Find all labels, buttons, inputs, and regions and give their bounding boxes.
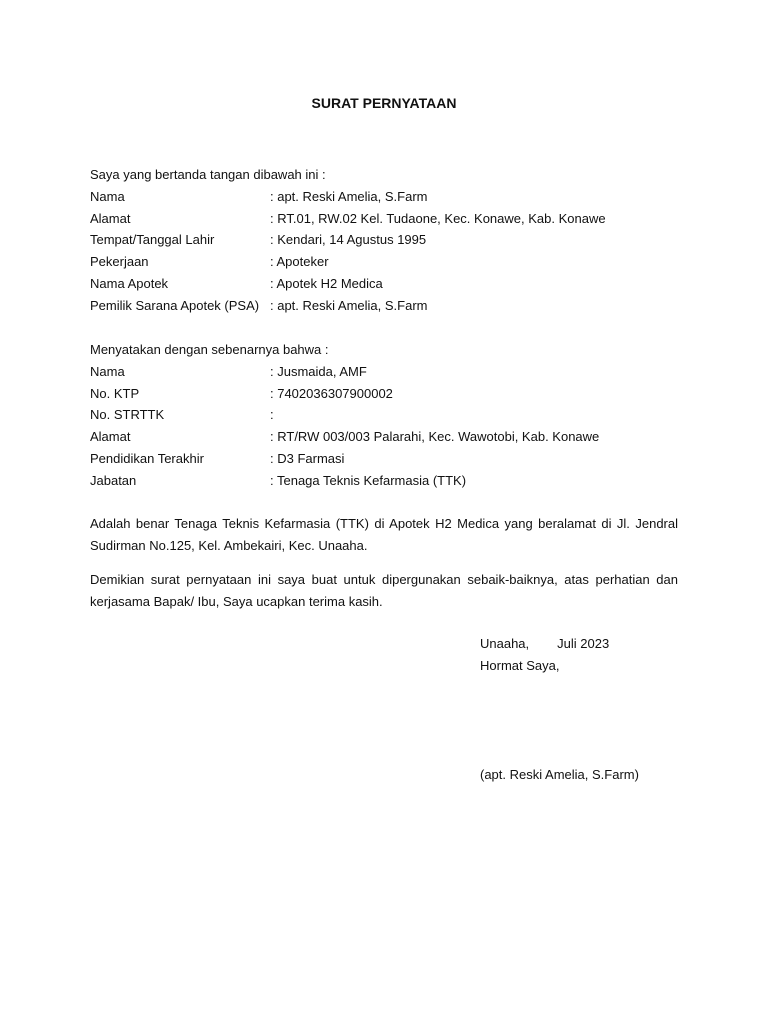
field-value: : apt. Reski Amelia, S.Farm bbox=[270, 188, 428, 204]
signature-place: Unaaha, bbox=[480, 636, 530, 651]
field-label: Alamat bbox=[90, 210, 131, 226]
field-label: Pemilik Sarana Apotek (PSA) bbox=[90, 297, 260, 313]
field-value: : 7402036307900002 bbox=[270, 385, 393, 401]
signer-field-row bbox=[90, 295, 680, 317]
field-value: : Jusmaida, AMF bbox=[270, 363, 367, 379]
document-title: SURAT PERNYATAAN bbox=[311, 95, 457, 111]
field-label: Nama bbox=[90, 363, 125, 379]
signer-field-row bbox=[90, 208, 680, 230]
signer-name: (apt. Reski Amelia, S.Farm) bbox=[480, 767, 639, 782]
subject-field-row bbox=[90, 383, 680, 405]
field-label: Alamat bbox=[90, 429, 131, 445]
field-value: : Apoteker bbox=[270, 254, 329, 270]
field-label: Tempat/Tanggal Lahir bbox=[90, 232, 215, 248]
field-label: Pendidikan Terakhir bbox=[90, 450, 204, 466]
intro-text: Saya yang bertanda tangan dibawah ini : bbox=[90, 167, 326, 182]
closing-paragraph: Demikian surat pernyataan ini saya buat untuk dipergunakan sebaik-baiknya, atas perhatian dan kerjasama Bapak/ Ibu, Saya ucapkan terima kasih. bbox=[90, 572, 678, 609]
signature-date: Juli 2023 bbox=[557, 636, 610, 651]
field-value: : Kendari, 14 Agustus 1995 bbox=[270, 232, 427, 248]
signature-closing: Hormat Saya, bbox=[480, 658, 560, 673]
signer-field-row bbox=[90, 251, 680, 273]
subject-field-row bbox=[90, 426, 680, 448]
field-value: : bbox=[270, 407, 274, 423]
field-value: : RT.01, RW.02 Kel. Tudaone, Kec. Konawe, Kab. Konawe bbox=[270, 210, 606, 226]
statement-paragraph: Adalah benar Tenaga Teknis Kefarmasia (TTK) di Apotek H2 Medica yang beralamat di Jl. Jendral Sudirman No.125, Kel. Ambekairi, Kec. Unaaha. bbox=[90, 516, 678, 553]
signature-block bbox=[480, 633, 609, 677]
subject-section bbox=[90, 339, 680, 492]
field-value: : D3 Farmasi bbox=[270, 450, 345, 466]
signer-section bbox=[90, 164, 680, 317]
field-label: Jabatan bbox=[90, 472, 137, 488]
signer-field-row bbox=[90, 229, 680, 251]
signer-field-row bbox=[90, 186, 680, 208]
field-value: : Tenaga Teknis Kefarmasia (TTK) bbox=[270, 472, 467, 488]
subject-field-row bbox=[90, 404, 680, 426]
field-label: No. STRTTK bbox=[90, 407, 165, 423]
subject-field-row bbox=[90, 470, 680, 492]
subject-field-row bbox=[90, 361, 680, 383]
field-label: Nama Apotek bbox=[90, 275, 169, 291]
statement-intro-text: Menyatakan dengan sebenarnya bahwa : bbox=[90, 342, 329, 357]
field-value: : apt. Reski Amelia, S.Farm bbox=[270, 297, 428, 313]
signer-field-row bbox=[90, 273, 680, 295]
subject-field-row bbox=[90, 448, 680, 470]
field-label: Nama bbox=[90, 188, 125, 204]
field-value: : Apotek H2 Medica bbox=[270, 275, 383, 291]
field-value: : RT/RW 003/003 Palarahi, Kec. Wawotobi, Kab. Konawe bbox=[270, 429, 600, 445]
field-label: No. KTP bbox=[90, 385, 140, 401]
field-label: Pekerjaan bbox=[90, 254, 149, 270]
place-date-line bbox=[480, 633, 609, 655]
